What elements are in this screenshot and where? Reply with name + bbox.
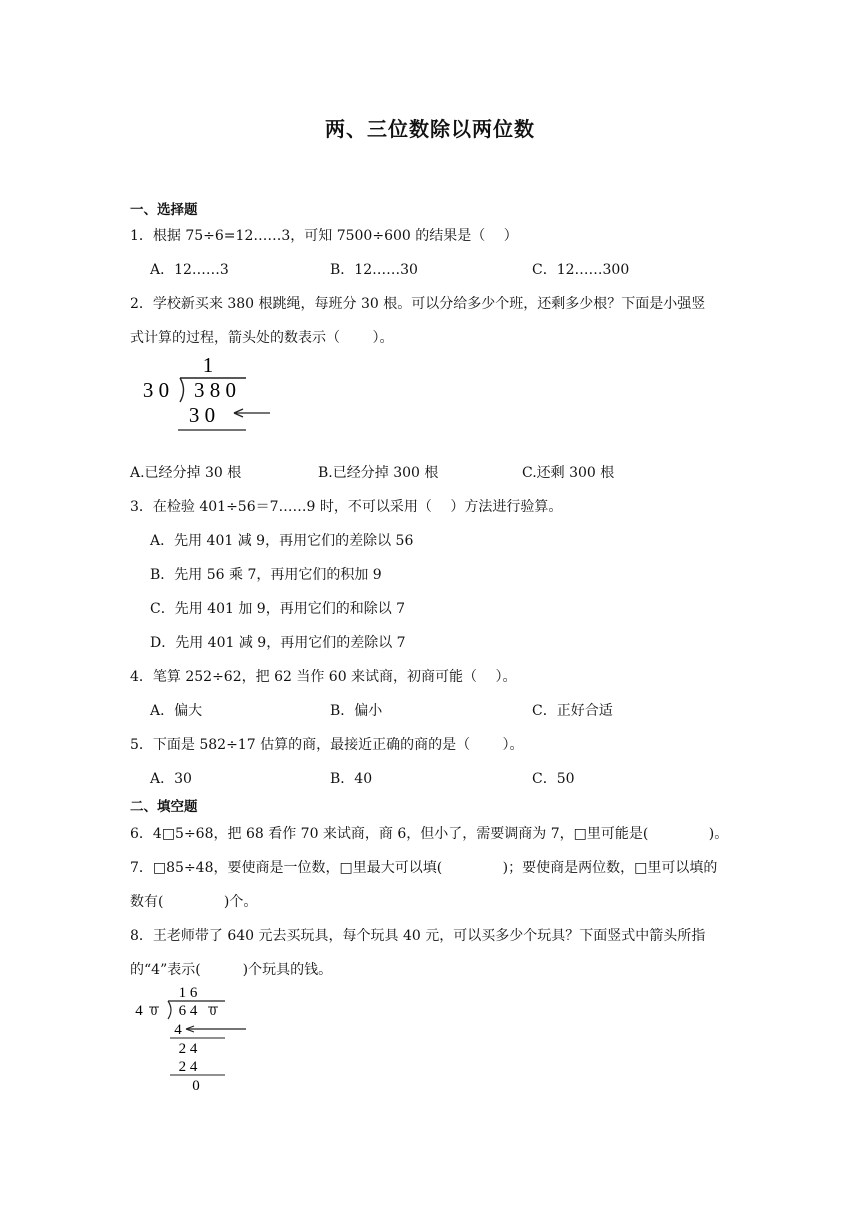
question-4-option-b: B．偏小	[330, 703, 383, 719]
question-5-stem: 5．下面是 582÷17 估算的商，最接近正确的商的是（ ）。	[130, 737, 524, 753]
question-2-option-c: C.还剩 300 根	[522, 465, 615, 481]
section-heading-choice: 一、选择题	[130, 202, 198, 218]
question-8-stem-line-2: 的“4”表示( )个玩具的钱。	[130, 962, 333, 978]
question-1-option-c: C．12……300	[532, 262, 630, 278]
question-3-stem: 3．在检验 401÷56＝7……9 时，不可以采用（ ）方法进行验算。	[130, 499, 563, 515]
q8-dividend-zero-crossed: 0	[209, 1003, 217, 1018]
q2-division-bracket	[180, 378, 184, 402]
question-8-stem-line-1: 8．王老师带了 640 元去买玩具，每个玩具 40 元，可以买多少个玩具？下面竖式中箭头所指	[130, 928, 706, 944]
q8-row-2: 2 4	[178, 1041, 198, 1057]
q8-divisor-digit: 4	[135, 1003, 143, 1019]
question-1-stem: 1．根据 75÷6=12……3，可知 7500÷600 的结果是（ ）	[130, 228, 518, 244]
question-4-option-c: C．正好合适	[532, 703, 613, 719]
q2-product: 3 0	[188, 403, 216, 427]
question-8-long-division-figure	[130, 982, 260, 1098]
question-2-stem-line-2: 式计算的过程，箭头处的数表示（ ）。	[130, 330, 394, 346]
question-4-option-a: A．偏大	[150, 703, 203, 719]
question-7-stem-line-2: 数有( )个。	[130, 894, 258, 910]
q2-divisor: 3 0	[142, 378, 170, 402]
q8-dividend: 6 4	[178, 1003, 198, 1019]
q2-quotient: 1	[202, 353, 214, 377]
question-6-stem: 6．4□5÷68，把 68 看作 70 来试商，商 6，但小了，需要调商为 7，□里可能是( )。	[130, 826, 729, 842]
question-3-option-a: A．先用 401 减 9，再用它们的差除以 56	[150, 533, 414, 549]
question-3-option-d: D．先用 401 减 9，再用它们的差除以 7	[150, 635, 406, 651]
q8-divisor-zero-crossed: 0	[150, 1003, 158, 1018]
q8-remainder: 0	[192, 1078, 200, 1094]
question-2-stem-line-1: 2．学校新买来 380 根跳绳，每班分 30 根。可以分给多少个班，还剩多少根？下面是小强竖	[130, 296, 706, 312]
question-2-option-a: A.已经分掉 30 根	[130, 465, 242, 481]
question-2-long-division-figure	[130, 350, 280, 442]
q8-row-1: 4	[174, 1022, 182, 1038]
question-5-option-c: C．50	[532, 771, 575, 787]
question-5-option-b: B．40	[330, 771, 373, 787]
page-title: 两、三位数除以两位数	[325, 117, 535, 141]
question-1-option-b: B．12……30	[330, 262, 418, 278]
question-2-option-b: B.已经分掉 300 根	[318, 465, 439, 481]
question-1-option-a: A．12……3	[150, 262, 229, 278]
question-3-option-b: B．先用 56 乘 7，再用它们的积加 9	[150, 567, 382, 583]
q2-dividend: 3 8 0	[194, 378, 236, 402]
question-5-option-a: A．30	[150, 771, 192, 787]
question-7-stem-line-1: 7．□85÷48，要使商是一位数，□里最大可以填( )；要使商是两位数，□里可以填的	[130, 860, 718, 876]
q8-quotient: 1 6	[178, 985, 198, 1001]
section-heading-fill: 二、填空题	[130, 799, 198, 815]
q8-division-bracket	[168, 1001, 171, 1019]
question-3-option-c: C．先用 401 加 9，再用它们的和除以 7	[150, 601, 406, 617]
question-4-stem: 4．笔算 252÷62，把 62 当作 60 来试商，初商可能（ ）。	[130, 669, 517, 685]
q8-row-3: 2 4	[178, 1059, 198, 1075]
